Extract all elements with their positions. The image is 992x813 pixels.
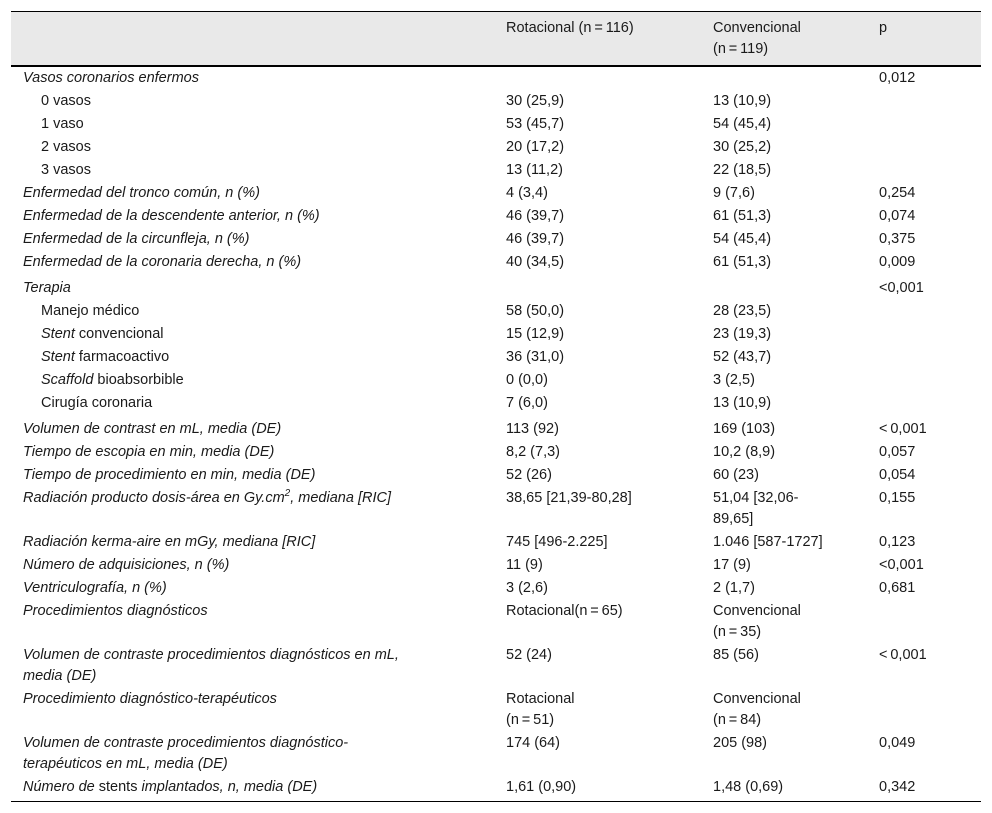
header-rotacional: Rotacional (n = 116) xyxy=(506,20,634,36)
table-row: 3 vasos 13 (11,2) 22 (18,5) xyxy=(41,162,772,178)
table-row: Procedimientos diagnósticos Rotacional(n = 65) Convencional (n = 35) xyxy=(23,603,801,640)
table-header xyxy=(11,12,981,67)
table-row: Volumen de contraste procedimientos diagnósticos en mL, media (DE) 52 (24) 85 (56) < 0,001 xyxy=(23,647,927,684)
table-row: Stent convencional 15 (12,9) 23 (19,3) xyxy=(41,326,772,342)
header-row xyxy=(11,12,981,67)
header-convencional: Convencional (n = 119) xyxy=(713,20,801,57)
table-row: Scaffold bioabsorbible 0 (0,0) 3 (2,5) xyxy=(41,372,755,388)
table-row: Número de stents implantados, n, media (DE) 1,61 (0,90) 1,48 (0,69) 0,342 xyxy=(11,776,981,802)
header-variable xyxy=(11,12,494,67)
table-row: Enfermedad de la circunfleja, n (%) 46 (39,7) 54 (45,4) 0,375 xyxy=(23,231,916,247)
table-row: Radiación kerma-aire en mGy, mediana [RIC] 745 [496-2.225] 1.046 [587-1727] 0,123 xyxy=(23,534,916,550)
table-row: Tiempo de escopia en min, media (DE) 8,2 (7,3) 10,2 (8,9) 0,057 xyxy=(23,444,916,460)
table-row: Ventriculografía, n (%) 3 (2,6) 2 (1,7) 0,681 xyxy=(23,580,916,596)
table-row: Cirugía coronaria 7 (6,0) 13 (10,9) xyxy=(41,395,772,411)
header-p: p xyxy=(879,20,888,36)
table-row: Volumen de contrast en mL, media (DE) 113 (92) 169 (103) < 0,001 xyxy=(23,421,927,437)
table-row: Enfermedad de la descendente anterior, n (%) 46 (39,7) 61 (51,3) 0,074 xyxy=(23,208,916,224)
table-row: 0 vasos 30 (25,9) 13 (10,9) xyxy=(41,93,772,109)
table-row: Procedimiento diagnóstico-terapéuticos Rotacional (n = 51) Convencional (n = 84) xyxy=(23,691,801,728)
table-row: Tiempo de procedimiento en min, media (DE) 52 (26) 60 (23) 0,054 xyxy=(23,467,916,483)
table-row: 1 vaso 53 (45,7) 54 (45,4) xyxy=(41,116,772,132)
table-row: Stent farmacoactivo 36 (31,0) 52 (43,7) xyxy=(41,349,772,365)
table-row: Volumen de contraste procedimientos diagnóstico- terapéuticos en mL, media (DE) 174 (64) 205 (98) 0,049 xyxy=(23,735,916,772)
table-row: 2 vasos 20 (17,2) 30 (25,2) xyxy=(41,139,772,155)
table-row: Radiación producto dosis-área en $Gy.cm^2$, mediana [RIC] 38,65 [21,39-80,28] 51,04 [32,06- 89,65] 0,155 xyxy=(23,488,916,527)
table-row: Número de adquisiciones, n (%) 11 (9) 17 (9) <0,001 xyxy=(23,557,924,573)
table-row: Vasos coronarios enfermos 0,012 xyxy=(23,70,916,86)
table-row: Manejo médico 58 (50,0) 28 (23,5) xyxy=(41,303,772,319)
table-row: Terapia <0,001 xyxy=(23,280,924,296)
table-row: Enfermedad del tronco común, n (%) 4 (3,4) 9 (7,6) 0,254 xyxy=(23,185,916,201)
table-row: Enfermedad de la coronaria derecha, n (%) 40 (34,5) 61 (51,3) 0,009 xyxy=(23,254,916,270)
data-table xyxy=(11,11,981,802)
table-body xyxy=(11,66,981,802)
